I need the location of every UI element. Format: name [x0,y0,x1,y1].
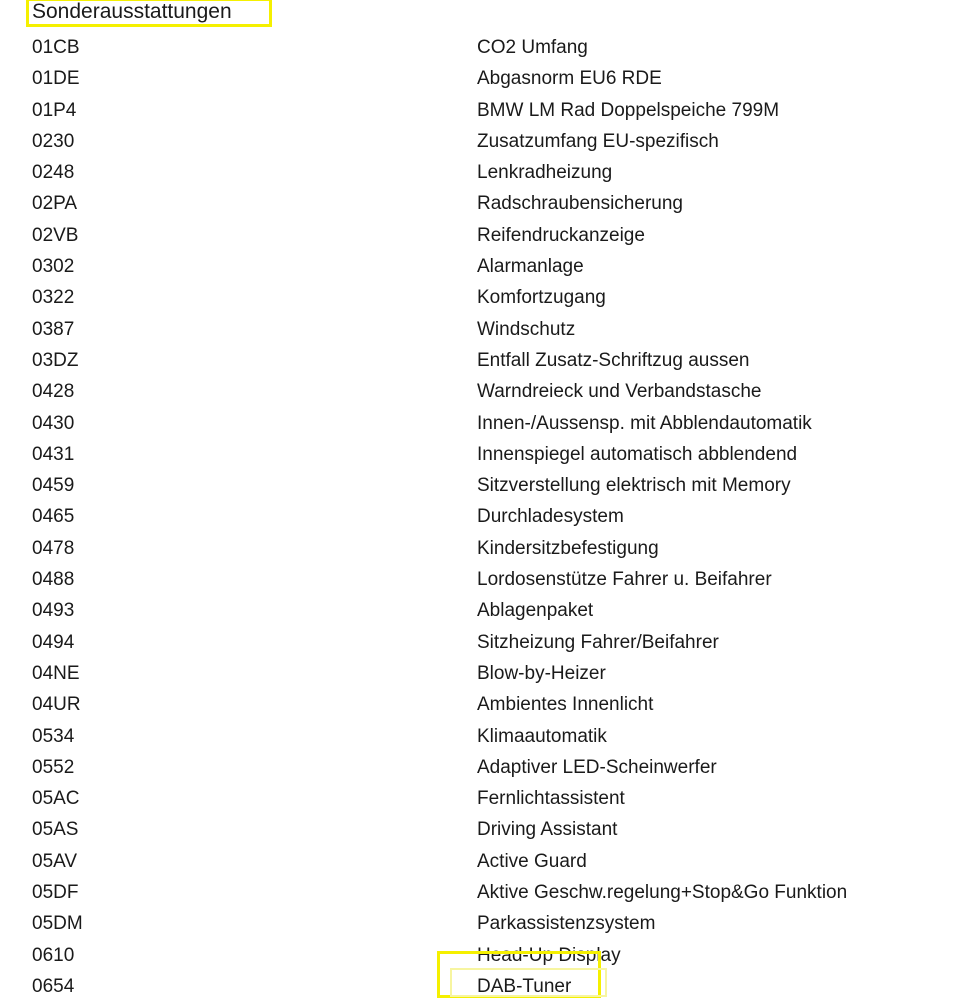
option-row [0,376,960,407]
option-row [0,689,960,720]
option-code: 02VB [32,224,79,246]
option-description: Blow-by-Heizer [477,662,606,684]
option-code: 0428 [32,381,75,403]
option-code: 0322 [32,287,75,309]
option-description: Parkassistenzsystem [477,913,656,935]
option-code: 05DF [32,882,79,904]
option-code: 0459 [32,475,75,497]
option-description: Zusatzumfang EU-spezifisch [477,130,719,152]
option-description: Aktive Geschw.regelung+Stop&Go Funktion [477,882,848,904]
option-row [0,814,960,845]
option-description: DAB-Tuner [477,975,572,997]
option-description: Reifendruckanzeige [477,224,645,246]
option-code: 0534 [32,725,75,747]
option-description: Radschraubensicherung [477,193,683,215]
option-description: Lenkradheizung [477,162,613,184]
option-code: 03DZ [32,349,79,371]
option-description: Ablagenpaket [477,600,594,622]
option-description: Head-Up Display [477,944,621,966]
option-row [0,595,960,626]
option-row [0,345,960,376]
option-description: Innen-/Aussensp. mit Abblendautomatik [477,412,812,434]
option-code: 05AC [32,788,80,810]
option-description: Sitzheizung Fahrer/Beifahrer [477,631,719,653]
option-code: 05AS [32,819,79,841]
option-code: 04NE [32,662,80,684]
option-description: Kindersitzbefestigung [477,537,659,559]
option-row [0,439,960,470]
option-code: 0654 [32,975,75,997]
option-description: Driving Assistant [477,819,618,841]
option-row [0,501,960,532]
option-description: CO2 Umfang [477,37,588,58]
option-code: 0430 [32,412,75,434]
option-code: 0387 [32,318,75,340]
option-code: 0431 [32,443,75,465]
option-row [0,721,960,752]
option-description: Active Guard [477,850,587,872]
option-code: 05AV [32,850,78,872]
option-description: Innenspiegel automatisch abblendend [477,443,798,465]
option-row [0,470,960,501]
option-description: Alarmanlage [477,256,584,278]
option-row [0,63,960,94]
option-code: 01P4 [32,99,77,121]
option-description: Komfortzugang [477,287,606,309]
option-code: 04UR [32,694,81,716]
option-row [0,783,960,814]
option-description: BMW LM Rad Doppelspeiche 799M [477,99,780,121]
option-description: Durchladesystem [477,506,624,528]
option-description: Adaptiver LED-Scheinwerfer [477,756,717,778]
option-row [0,95,960,126]
option-row [0,314,960,345]
option-row [0,251,960,282]
option-description: Sitzverstellung elektrisch mit Memory [477,475,791,497]
option-code: 02PA [32,193,78,215]
option-row [0,971,960,1002]
option-code: 05DM [32,913,83,935]
option-row [0,940,960,971]
option-code: 0248 [32,162,75,184]
option-description: Abgasnorm EU6 RDE [477,68,662,90]
option-code: 0493 [32,600,75,622]
option-row [0,188,960,219]
option-code: 0494 [32,631,75,653]
option-row [0,908,960,939]
option-code: 01CB [32,37,80,58]
option-row [0,564,960,595]
option-code: 01DE [32,68,80,90]
option-code: 0552 [32,756,75,778]
option-row [0,627,960,658]
option-description: Entfall Zusatz-Schriftzug aussen [477,349,750,371]
option-description: Lordosenstütze Fahrer u. Beifahrer [477,569,772,591]
option-code: 0302 [32,256,75,278]
option-row [0,658,960,689]
option-description: Klimaautomatik [477,725,607,747]
option-row [0,157,960,188]
option-row [0,408,960,439]
option-row [0,752,960,783]
option-description: Warndreieck und Verbandstasche [477,381,762,403]
option-row [0,282,960,313]
option-row [0,220,960,251]
option-row [0,877,960,908]
page-title: Sonderausstattungen [32,0,232,23]
option-row [0,126,960,157]
option-code: 0478 [32,537,75,559]
option-code: 0465 [32,506,75,528]
option-row [0,32,960,63]
option-code: 0230 [32,130,75,152]
option-code: 0610 [32,944,75,966]
option-description: Fernlichtassistent [477,788,625,810]
option-row [0,846,960,877]
option-description: Windschutz [477,318,576,340]
option-code: 0488 [32,569,75,591]
option-description: Ambientes Innenlicht [477,694,654,716]
option-row [0,533,960,564]
option-list [0,32,960,1002]
